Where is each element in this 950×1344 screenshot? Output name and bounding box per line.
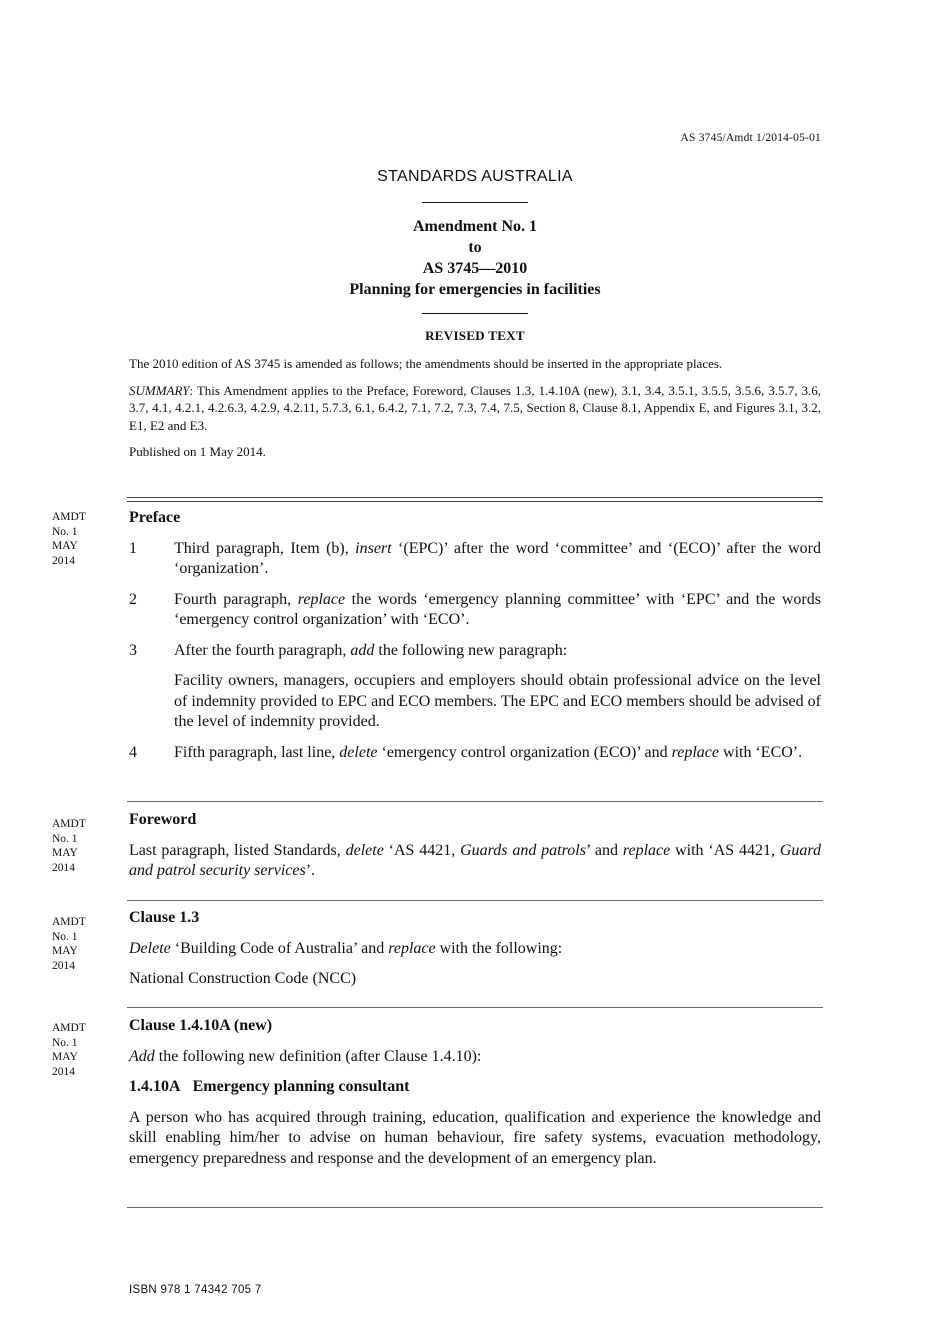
amendment-title — [0, 216, 950, 300]
standard-number: AS 3745—2010 — [422, 260, 528, 277]
definition-title: Emergency planning consultant — [192, 1078, 410, 1095]
new-paragraph-text: Facility owners, managers, occupiers and employers should obtain professional advice on the level of indemnity provided to EPC and ECO members. The EPC and ECO members should be advised of the level of indemnity provided. — [174, 672, 821, 730]
list-item — [129, 590, 821, 631]
summary-label: SUMMARY — [129, 382, 190, 398]
amdt-margin-note: AMDT No. 1 MAY 2014 — [52, 916, 86, 972]
section-divider — [127, 1207, 823, 1208]
clause-1-3-section — [129, 908, 821, 1000]
item-number: 3 — [129, 641, 137, 659]
foreword-text: Last paragraph, listed Standards, delete ‘AS 4421, Guards and patrols’ and replace with ‘AS 4421, Guard and patrol security services’. — [129, 841, 821, 879]
item-text: After the fourth paragraph, add the following new paragraph: — [174, 641, 568, 659]
section-divider — [127, 900, 823, 901]
document-reference: AS 3745/Amdt 1/2014-05-01 — [680, 132, 821, 144]
amdt-label: AMDT — [52, 511, 86, 523]
intro-paragraph: The 2010 edition of AS 3745 is amended as follows; the amendments should be inserted in the appropriate places. — [129, 356, 723, 371]
amdt-margin-note — [52, 510, 104, 568]
amendment-to: to — [468, 239, 482, 256]
amdt-margin-note: AMDT No. 1 MAY 2014 — [52, 1022, 86, 1078]
definition-number: 1.4.10A — [129, 1078, 181, 1095]
list-item — [129, 539, 821, 580]
clause-text: Add the following new definition (after Clause 1.4.10): — [129, 1047, 482, 1065]
section-heading: Clause 1.3 — [129, 909, 200, 926]
clause-text: Delete ‘Building Code of Australia’ and replace with the following: — [129, 939, 563, 957]
section-heading: Foreword — [129, 811, 197, 828]
section-heading: Preface — [129, 509, 181, 526]
list-item — [129, 641, 821, 662]
amendment-number: Amendment No. 1 — [413, 218, 537, 235]
foreword-section — [129, 810, 821, 892]
title-divider-top — [422, 202, 528, 203]
amdt-year: 2014 — [52, 554, 75, 567]
section-heading: Clause 1.4.10A (new) — [129, 1017, 273, 1034]
section-double-rule — [127, 497, 823, 502]
definition-heading — [129, 1077, 821, 1098]
replacement-text: National Construction Code (NCC) — [129, 970, 357, 987]
item-number: 4 — [129, 743, 137, 761]
clause-1-4-10a-section — [129, 1016, 821, 1179]
item-text: Fifth paragraph, last line, delete ‘emergency control organization (ECO)’ and replace with ‘ECO’. — [174, 743, 803, 761]
revised-text-heading: REVISED TEXT — [425, 328, 525, 343]
section-divider — [127, 1007, 823, 1008]
amdt-margin-note: AMDT No. 1 MAY 2014 — [52, 818, 86, 874]
published-date: Published on 1 May 2014. — [129, 444, 266, 459]
item-text: Third paragraph, Item (b), insert ‘(EPC)’ after the word ‘committee’ and ‘(ECO)’ after the word ‘organization’. — [174, 539, 821, 577]
standard-title: Planning for emergencies in facilities — [349, 281, 601, 298]
item-number: 2 — [129, 590, 137, 608]
amdt-month: MAY — [52, 540, 78, 552]
item-number: 1 — [129, 539, 137, 557]
amdt-number: No. 1 — [52, 525, 78, 538]
intro-block — [129, 355, 821, 470]
summary-text: : This Amendment applies to the Preface, Foreword, Clauses 1.3, 1.4.10A (new), 3.1, 3.4, 3.5.1, 3.5.5, 3.5.6, 3.5.7, 3.6, 3.7, 4.1, 4.2.1, 4.2.6.3, 4.2.9, 4.2.11, 5.7.3, 6.1, 6.4.2, 7.1, 7.2, 7.3, 7.4, 7.5, Section 8, Clause 8.1, Appendix E, and Figures 3.1, 3.2, E1, E2 and E3. — [129, 382, 821, 433]
title-divider-bottom — [422, 313, 528, 314]
organization-name: STANDARDS AUSTRALIA — [377, 168, 573, 185]
item-text: Fourth paragraph, replace the words ‘emergency planning committee’ with ‘EPC’ and the words ‘emergency control organization’ with ‘ECO’. — [174, 590, 821, 628]
section-divider — [127, 801, 823, 802]
summary-paragraph — [129, 382, 821, 435]
preface-section — [129, 508, 821, 773]
definition-text: A person who has acquired through training, education, qualification and experience the knowledge and skill enabling him/her to advise on human behaviour, fire safety systems, evacuation methodology, emergency preparedness and response and the development of an emergency plan. — [129, 1108, 821, 1167]
isbn-footer: ISBN 978 1 74342 705 7 — [129, 1284, 262, 1296]
list-item — [129, 743, 821, 764]
